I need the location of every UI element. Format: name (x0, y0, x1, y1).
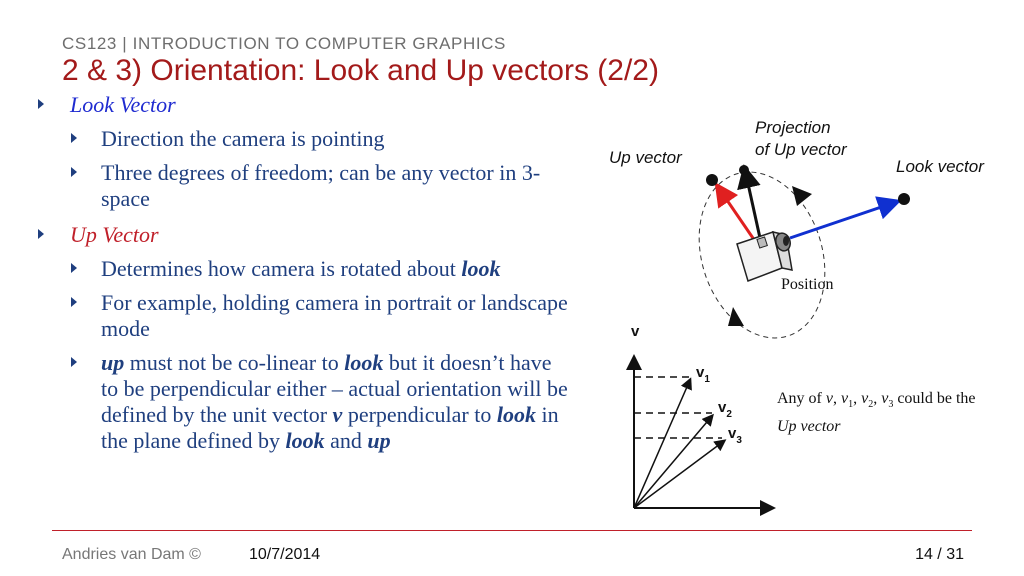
bullet-text: perpendicular to (342, 402, 497, 427)
v2-arrow (634, 416, 712, 508)
footer-date: 10/7/2014 (249, 546, 321, 563)
look-arrow (790, 202, 896, 238)
emphasis-look: look (496, 402, 536, 427)
bullet-arrow-icon (71, 357, 77, 367)
bullet-label: Up Vector (70, 222, 159, 247)
sub-bullet-up-example (38, 290, 568, 342)
bullet-label: Look Vector (70, 92, 176, 117)
bullet-up-vector (38, 222, 568, 248)
axis-label-v: v (631, 323, 640, 340)
label-v2: $v_2$ (718, 399, 732, 420)
bullet-text: in the plane defined by (101, 402, 559, 453)
sub-bullet-look-dof (38, 160, 568, 212)
up-tip-dot (706, 174, 718, 186)
bullet-list (38, 90, 568, 454)
emphasis-v: v (332, 402, 343, 427)
footer-divider (52, 530, 972, 531)
bullet-arrow-icon (71, 167, 77, 177)
position-label: Position (781, 276, 834, 293)
projection-label-line: Projection (755, 118, 831, 137)
course-name: CS123 | INTRODUCTION TO COMPUTER GRAPHICS (62, 34, 506, 53)
v1-arrow (634, 380, 690, 508)
figure-caption: Any of v, $v_1$, $v_2$, $v_3$ could be the Up vector (777, 390, 976, 436)
bullet-arrow-icon (71, 133, 77, 143)
label-v3: $v_3$ (728, 425, 742, 446)
up-vector-label: Up vector (609, 148, 682, 167)
projection-label (755, 117, 847, 161)
v3-arrow (634, 441, 724, 508)
emphasis-up: up (101, 350, 125, 375)
bullet-text: Determines how camera is rotated about (101, 256, 462, 281)
bullet-text: For example, holding camera in portrait or landscape mode (101, 290, 568, 341)
label-v1: $v_1$ (696, 364, 710, 385)
footer-author: Andries van Dam © (62, 546, 201, 563)
bullet-text: must not be co-linear to (124, 350, 345, 375)
bullet-text: and (324, 428, 368, 453)
emphasis-look: look (461, 256, 501, 281)
bullet-arrow-icon (38, 99, 44, 109)
emphasis-look: look (344, 350, 384, 375)
bullet-look-vector (38, 92, 568, 118)
sub-bullet-look-direction (38, 126, 568, 152)
look-tip-dot (898, 193, 910, 205)
bullet-text: Direction the camera is pointing (101, 126, 385, 151)
bullet-text: but it doesn’t have to be perpendicular either – actual orientation will be defined by the unit vector (101, 350, 568, 427)
bullet-arrow-icon (71, 297, 77, 307)
up-vector-candidates-figure (620, 318, 790, 518)
page-number: 14 / 31 (915, 546, 964, 563)
emphasis-look: look (285, 428, 325, 453)
look-vector-label: Look vector (896, 157, 984, 176)
camera-icon (737, 231, 792, 281)
emphasis-up: up (367, 428, 391, 453)
rotation-arrowhead-icon (792, 186, 812, 206)
sub-bullet-up-perpendicular (38, 350, 568, 454)
bullet-text: Three degrees of freedom; can be any vector in 3-space (101, 160, 541, 211)
slide-title: 2 & 3) Orientation: Look and Up vectors (2/2) (62, 54, 659, 87)
projection-label-line: of Up vector (755, 140, 847, 159)
bullet-arrow-icon (71, 263, 77, 273)
sub-bullet-up-rotation (38, 256, 568, 282)
projection-tip-dot (739, 165, 749, 175)
bullet-arrow-icon (38, 229, 44, 239)
